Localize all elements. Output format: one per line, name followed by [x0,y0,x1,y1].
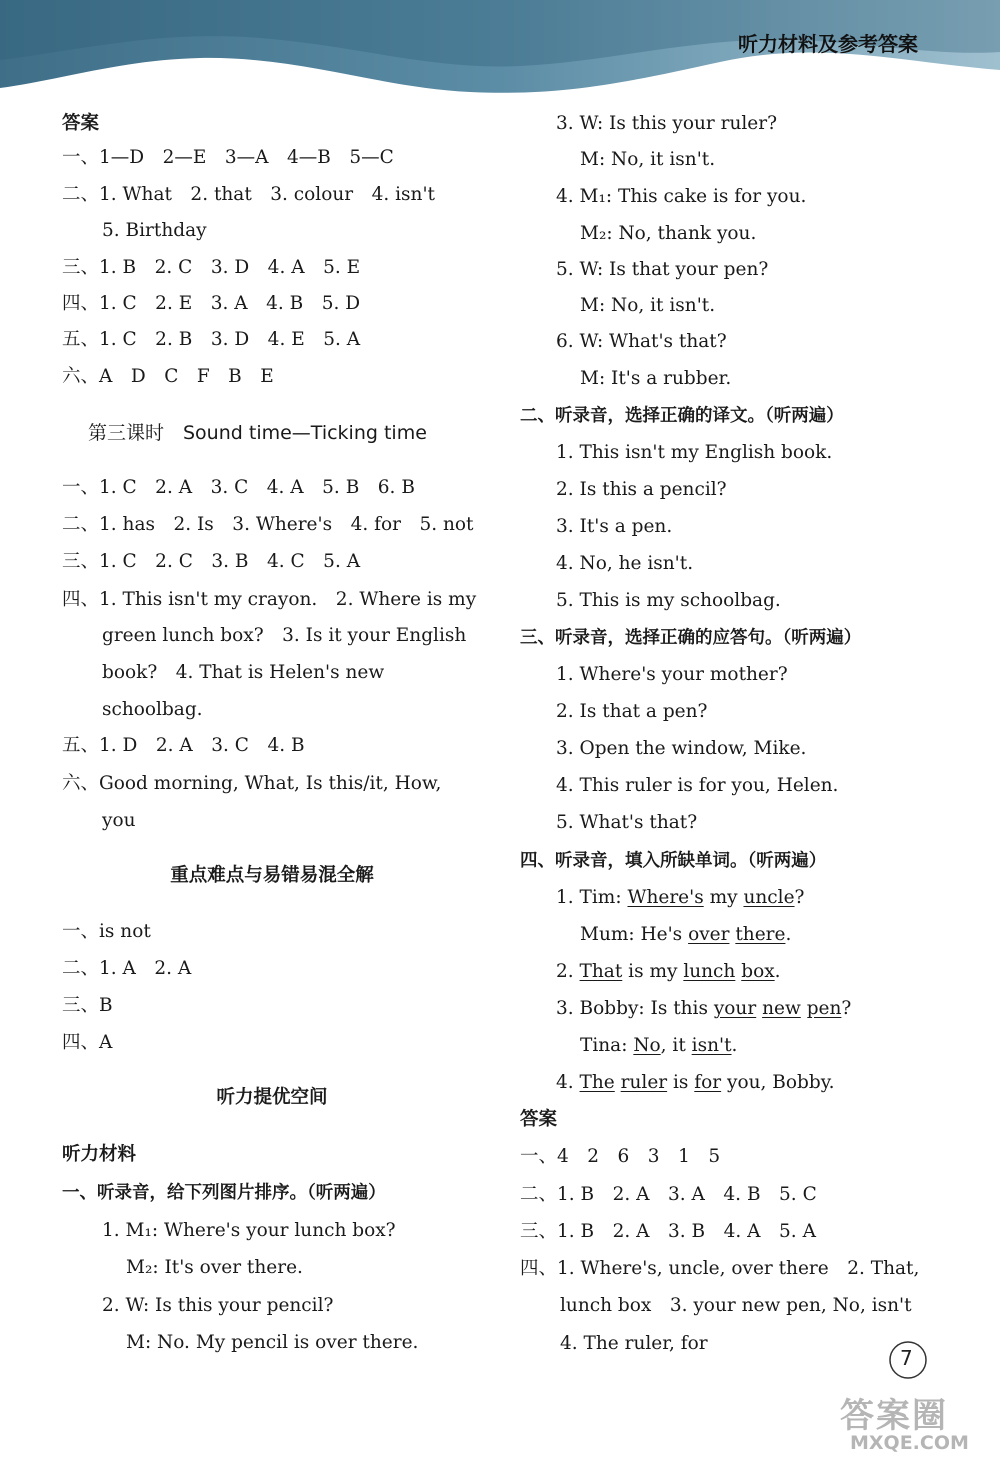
answer-line: 二、1. B 2. A 3. A 4. B 5. C [520,1184,817,1205]
answer-line: 一、4 2 6 3 1 5 [520,1146,721,1167]
dialogue-line: 2. W: Is this your pencil? [102,1295,334,1316]
text-segment: Tina: [580,1035,634,1056]
page-number-text: 7 [900,1346,913,1370]
dialogue-line: 3. W: Is this your ruler? [556,113,777,134]
answers-heading: 答案 [62,113,100,134]
section-title: 听力提优空间 [216,1087,328,1108]
dialogue-line: 1. M₁: Where's your lunch box? [102,1220,396,1241]
text-segment: Mum: He's [580,924,689,945]
dialogue-line: M: No, it isn't. [580,149,716,170]
answer-line: 一、1. C 2. A 3. C 4. A 5. B 6. B [62,477,415,498]
filled-word: That [579,961,623,982]
sentence-line: 4. This ruler is for you, Helen. [556,775,839,796]
answer-line: 四、1. C 2. E 3. A 4. B 5. D [62,293,361,314]
text-segment: ? [794,887,805,908]
lesson-title: 第三课时 Sound time—Ticking time [88,422,427,444]
text-segment: 1. Tim: [556,887,628,908]
sentence-line: 2. Is that a pen? [556,701,708,722]
filled-word: uncle [743,887,795,908]
question-heading: 四、听录音，填入所缺单词。（听两遍） [520,851,827,871]
sentence-line: 4. No, he isn't. [556,553,694,574]
filled-word: lunch [683,961,736,982]
sentence-line: 3. Open the window, Mike. [556,738,807,759]
text-segment: , it [660,1035,692,1056]
sentence-line: 1. This isn't my English book. [556,442,833,463]
question-heading: 二、听录音，选择正确的译文。（听两遍） [520,406,844,426]
filled-word: No [633,1035,661,1056]
text-segment: . [731,1035,738,1056]
answer-line: 4. The ruler, for [560,1333,708,1354]
filled-word: The [579,1072,615,1093]
fill-blank-line [556,1071,835,1095]
text-segment: ? [841,998,852,1019]
fill-blank-line [556,886,804,910]
answer-line: green lunch box? 3. Is it your English [102,625,467,646]
answer-line: 5. Birthday [102,220,207,241]
fill-blank-line [556,960,781,984]
page-number [886,1340,930,1380]
answer-line: 一、1—D 2—E 3—A 4—B 5—C [62,147,394,168]
header-title: 听力材料及参考答案 [738,32,918,56]
answer-line: schoolbag. [102,699,203,720]
answer-line: 六、Good morning, What, Is this/it, How, [62,773,442,794]
dialogue-line: M₂: It's over there. [126,1257,303,1278]
dialogue-line: M: No. My pencil is over there. [126,1332,419,1353]
answers-heading: 答案 [520,1109,558,1130]
filled-word: pen [806,998,842,1019]
materials-heading: 听力材料 [62,1144,137,1165]
answer-line: you [102,810,136,831]
filled-word: box [741,961,775,982]
dialogue-line: M: No, it isn't. [580,295,716,316]
answer-line: lunch box 3. your new pen, No, isn't [560,1295,912,1316]
text-segment: . [774,961,781,982]
sentence-line: 1. Where's your mother? [556,664,788,685]
filled-word: there [735,924,786,945]
answer-line: 四、A [62,1032,113,1053]
dialogue-line: 4. M₁: This cake is for you. [556,186,807,207]
text-segment: 2. [556,961,580,982]
site-watermark [840,1388,990,1458]
answer-line: 三、1. B 2. C 3. D 4. A 5. E [62,257,361,278]
answer-line: book? 4. That is Helen's new [102,662,385,683]
sentence-line: 2. Is this a pencil? [556,479,727,500]
filled-word: isn't [691,1035,732,1056]
text-segment: . [785,924,792,945]
sentence-line: 5. This is my schoolbag. [556,590,781,611]
dialogue-line: M₂: No, thank you. [580,223,757,244]
section-title: 重点难点与易错易混全解 [170,865,374,886]
fill-blank-line [580,923,791,947]
text-segment: you, Bobby. [721,1072,835,1093]
answer-line: 二、1. A 2. A [62,958,192,979]
answer-line: 三、1. C 2. C 3. B 4. C 5. A [62,551,361,572]
answer-line: 四、1. Where's, uncle, over there 2. That, [520,1258,920,1279]
answer-line: 五、1. D 2. A 3. C 4. B [62,735,305,756]
sentence-line: 5. What's that? [556,812,698,833]
filled-word: ruler [620,1072,668,1093]
filled-word: Where's [627,887,704,908]
answer-line: 三、1. B 2. A 3. B 4. A 5. A [520,1221,816,1242]
answer-line: 五、1. C 2. B 3. D 4. E 5. A [62,329,361,350]
fill-blank-line [556,997,851,1021]
text-segment: 3. Bobby: Is this [556,998,714,1019]
filled-word: for [694,1072,722,1093]
dialogue-line: 6. W: What's that? [556,331,727,352]
text-segment: is my [622,961,684,982]
text-segment: is [667,1072,695,1093]
dialogue-line: M: It's a rubber. [580,368,732,389]
answer-line: 一、is not [62,921,151,942]
text-segment: my [703,887,744,908]
filled-word: new [762,998,801,1019]
question-heading: 三、听录音，选择正确的应答句。（听两遍） [520,628,862,648]
fill-blank-line [580,1034,737,1058]
watermark-site: MXQE.COM [850,1432,969,1454]
answer-line: 二、1. What 2. that 3. colour 4. isn't [62,184,435,205]
answer-line: 六、A D C F B E [62,366,274,387]
text-segment: 4. [556,1072,580,1093]
sentence-line: 3. It's a pen. [556,516,673,537]
filled-word: your [713,998,757,1019]
answer-line: 二、1. has 2. Is 3. Where's 4. for 5. not [62,514,474,535]
filled-word: over [688,924,730,945]
question-heading: 一、听录音，给下列图片排序。（听两遍） [62,1183,386,1203]
watermark-logo: 答案圈 [840,1396,948,1436]
dialogue-line: 5. W: Is that your pen? [556,259,769,280]
answer-line: 三、B [62,995,113,1016]
answer-line: 四、1. This isn't my crayon. 2. Where is my [62,589,477,610]
